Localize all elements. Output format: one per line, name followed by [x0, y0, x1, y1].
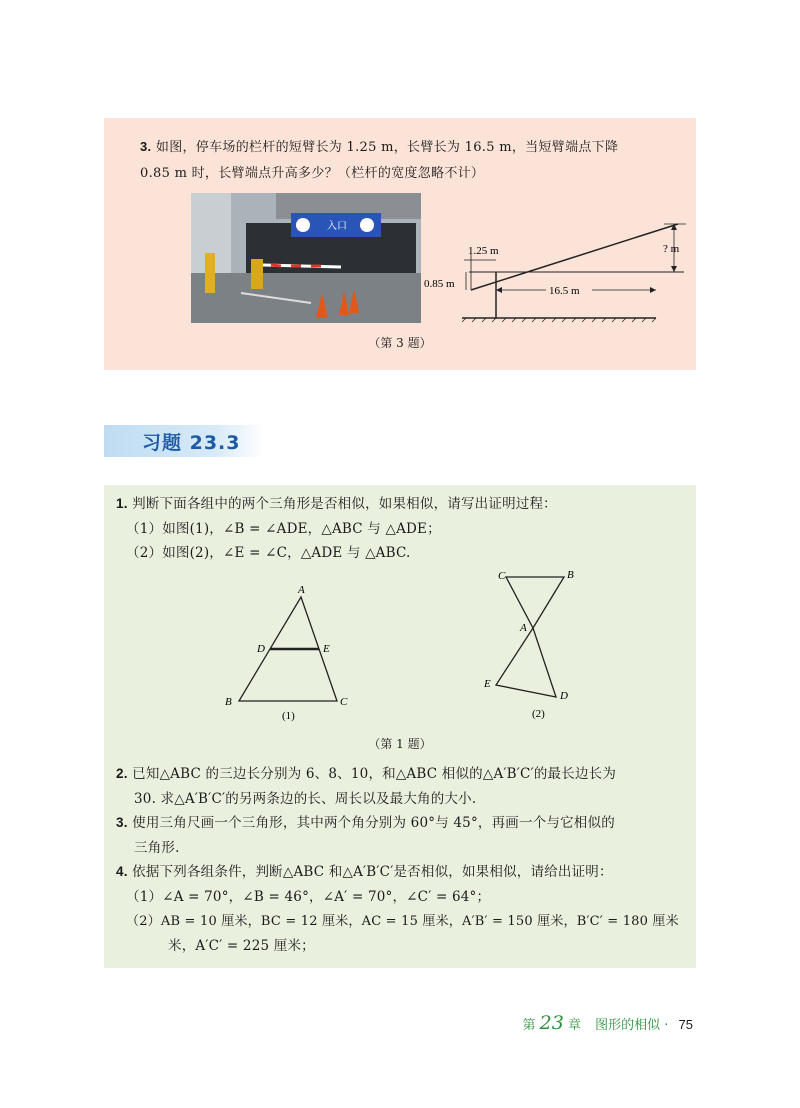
problem-3-text	[140, 134, 680, 187]
q1-sub1: （1）如图(1)，∠B = ∠ADE，△ABC 与 △ADE；	[126, 521, 441, 537]
q3-line1	[116, 812, 615, 834]
q1-sub2: （2）如图(2)，∠E = ∠C，△ADE 与 △ABC.	[126, 545, 411, 561]
fig1-label-A: A	[298, 584, 305, 596]
footer-chapter-title: 图形的相似 ·	[595, 1018, 669, 1033]
figure-2-triangles	[476, 565, 586, 725]
q4-sub2-line2: 米，A′C′ = 225 厘米；	[168, 938, 315, 954]
q3-text-line1: 使用三角尺画一个三角形，其中两个角分别为 60°与 45°，再画一个与它相似的	[132, 815, 615, 831]
fig1-caption: (1)	[282, 710, 295, 722]
q2-line2: 30. 求△A′B′C′的另两条边的长、周长以及最大角的大小.	[134, 791, 477, 807]
q2-line1	[116, 763, 616, 785]
q1-caption: （第 1 题）	[368, 737, 432, 751]
q4-sub2-line1: （2）AB = 10 厘米，BC = 12 厘米，AC = 15 厘米，A′B′ = 150 厘米，B′C′ = 180 厘米	[126, 914, 679, 929]
q3-line2: 三角形.	[134, 840, 180, 856]
q4-sub1: （1）∠A = 70°，∠B = 46°，∠A′ = 70°，∠C′ = 64°；	[126, 889, 491, 905]
problem-3-line1: 如图，停车场的栏杆的短臂长为 1.25 m，长臂长为 16.5 m，当短臂端点下降	[155, 140, 619, 155]
q4-number: 4.	[116, 864, 128, 879]
footer-chapter-number: 23	[539, 1012, 564, 1034]
problem-3-number: 3.	[140, 139, 152, 154]
problem-3-caption: （第 3 题）	[368, 336, 432, 350]
figure-1-triangle	[219, 583, 359, 723]
fig2-label-C: C	[498, 570, 506, 582]
fig2-label-A: A	[520, 622, 527, 634]
parking-photo-illustration	[191, 193, 421, 323]
q1-stem: 判断下面各组中的两个三角形是否相似，如果相似，请写出证明过程：	[132, 496, 557, 512]
q4-text-line1: 依据下列各组条件，判断△ABC 和△A′B′C′是否相似，如果相似，请给出证明：	[132, 864, 613, 880]
short-arm-label: 1.25 m	[468, 245, 499, 257]
fig1-label-B: B	[225, 696, 232, 708]
parking-barrier-photo	[191, 193, 421, 323]
footer-chapter-suffix: 章	[567, 1018, 581, 1033]
photo-sign-text: 入口	[327, 221, 347, 232]
q1-number: 1.	[116, 496, 128, 511]
page-footer	[522, 1012, 693, 1034]
q4-line1	[116, 861, 613, 883]
footer-chapter-prefix: 第	[522, 1018, 536, 1033]
page-number: 75	[678, 1017, 693, 1032]
section-header	[104, 425, 264, 457]
q3-number: 3.	[116, 815, 128, 830]
barrier-diagram	[424, 214, 694, 324]
exercises-box	[104, 485, 696, 968]
fig2-label-E: E	[484, 678, 491, 690]
q1-stem-line	[116, 493, 557, 515]
fig1-label-D: D	[257, 643, 265, 655]
problem-3-line2: 0.85 m 时，长臂端点升高多少？（栏杆的宽度忽略不计）	[140, 166, 485, 181]
problem-3-box	[104, 118, 696, 370]
q2-number: 2.	[116, 766, 128, 781]
fig1-label-C: C	[340, 696, 348, 708]
drop-label: 0.85 m	[424, 278, 455, 290]
long-arm-label: 16.5 m	[549, 285, 580, 297]
section-title: 习题 23.3	[142, 432, 241, 454]
rise-label: ? m	[663, 243, 680, 255]
fig2-label-B: B	[567, 569, 574, 581]
q2-text-line1: 已知△ABC 的三边长分别为 6、8、10，和△ABC 相似的△A′B′C′的最长边长为	[132, 766, 617, 782]
fig1-label-E: E	[323, 643, 330, 655]
fig2-label-D: D	[560, 690, 568, 702]
fig2-caption: (2)	[532, 708, 545, 720]
